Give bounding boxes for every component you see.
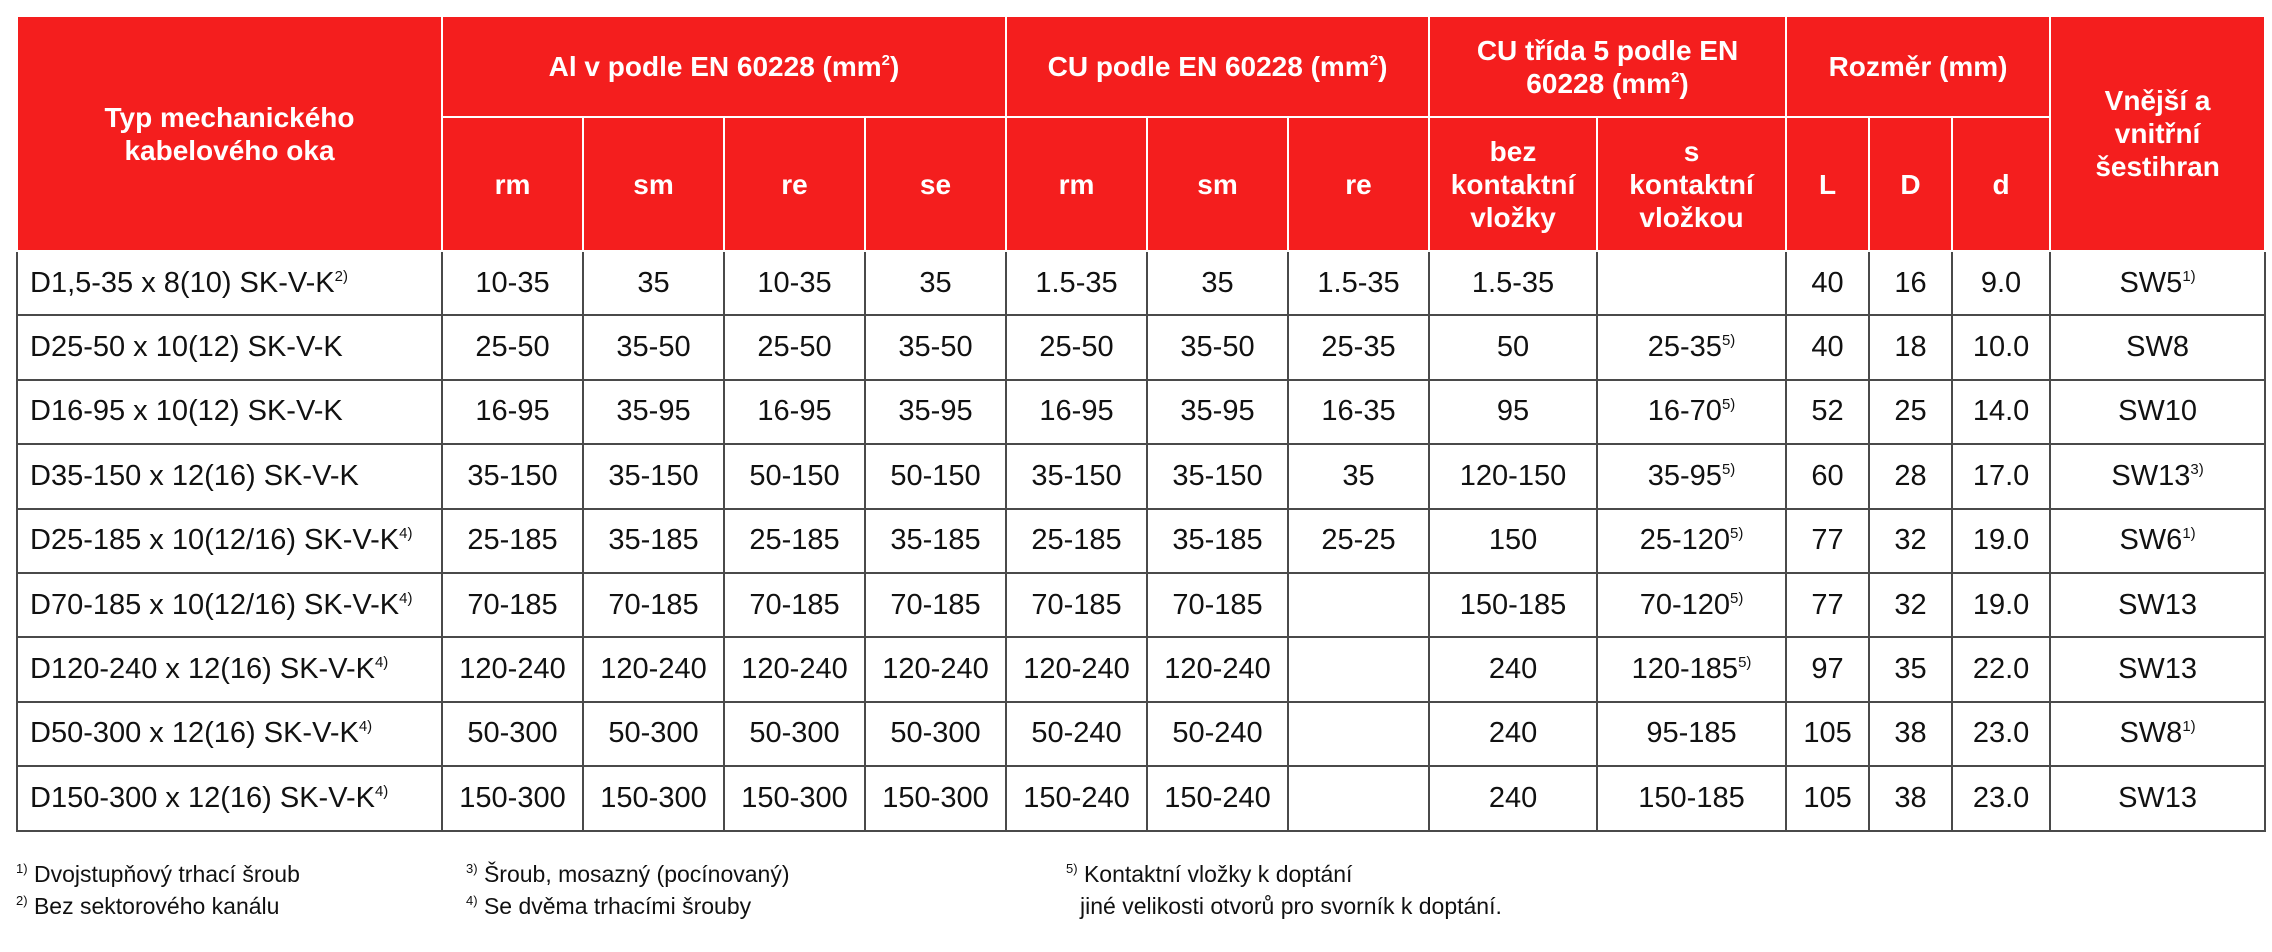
cell-al-sm: 35 xyxy=(583,251,724,315)
cell-size-L: 52 xyxy=(1786,380,1869,444)
cell-lug-type: D25-185 x 10(12/16) $SK-V-K^{4)}$ xyxy=(17,509,442,573)
table-row xyxy=(17,315,2265,379)
table-body xyxy=(17,251,2265,831)
cell-cu5-without-insert: 50 xyxy=(1429,315,1597,379)
table-row xyxy=(17,509,2265,573)
cell-hex: SW8$^{1)}$ xyxy=(2050,702,2265,766)
cell-al-rm: 70-185 xyxy=(442,573,583,637)
cell-al-re: 25-50 xyxy=(724,315,865,379)
cell-size-D: 25 xyxy=(1869,380,1952,444)
header-hex: Vnější a vnitřní šestihran xyxy=(2050,16,2265,251)
cell-al-sm: 70-185 xyxy=(583,573,724,637)
cell-size-d: 17.0 xyxy=(1952,444,2050,508)
cell-cu-rm: 25-185 xyxy=(1006,509,1147,573)
cell-size-d: 19.0 xyxy=(1952,573,2050,637)
cell-al-sm: 120-240 xyxy=(583,637,724,701)
cell-hex: SW6$^{1)}$ xyxy=(2050,509,2265,573)
table-row xyxy=(17,637,2265,701)
footnotes-column-2 xyxy=(466,858,790,922)
cable-lug-table-container xyxy=(16,15,2263,832)
cell-hex: SW8 xyxy=(2050,315,2265,379)
cell-al-re: 10-35 xyxy=(724,251,865,315)
cell-al-rm: 150-300 xyxy=(442,766,583,830)
cell-size-D: 38 xyxy=(1869,766,1952,830)
cell-cu-rm: 70-185 xyxy=(1006,573,1147,637)
header-size-L: L xyxy=(1786,117,1869,251)
header-size-D: D xyxy=(1869,117,1952,251)
cell-cu-sm: 35-95 xyxy=(1147,380,1288,444)
cell-al-sm: 50-300 xyxy=(583,702,724,766)
cell-cu5-with-insert: 35-95$^{5)}$ xyxy=(1597,444,1786,508)
cell-al-sm: 150-300 xyxy=(583,766,724,830)
cable-lug-table xyxy=(16,15,2266,832)
cell-al-se: 35 xyxy=(865,251,1006,315)
cell-cu5-with-insert: 150-185 xyxy=(1597,766,1786,830)
cell-cu-sm: 70-185 xyxy=(1147,573,1288,637)
footnotes xyxy=(16,858,2256,928)
cell-cu-re xyxy=(1288,702,1429,766)
cell-cu-sm: 35-150 xyxy=(1147,444,1288,508)
cell-size-L: 97 xyxy=(1786,637,1869,701)
cell-al-rm: 35-150 xyxy=(442,444,583,508)
cell-al-re: 70-185 xyxy=(724,573,865,637)
cell-cu5-with-insert: 120-185$^{5)}$ xyxy=(1597,637,1786,701)
cell-al-sm: 35-185 xyxy=(583,509,724,573)
header-cu5-without-insert: bez kontaktní vložky xyxy=(1429,117,1597,251)
cell-size-L: 77 xyxy=(1786,573,1869,637)
header-group-cu: CU podle EN 60228 $(mm^2)$ xyxy=(1006,16,1429,117)
cell-cu5-with-insert: 16-70$^{5)}$ xyxy=(1597,380,1786,444)
cell-al-rm: 25-50 xyxy=(442,315,583,379)
header-group-cu-class5: CU třída 5 podle EN 60228 $(mm^2)$ xyxy=(1429,16,1786,117)
cell-al-rm: 50-300 xyxy=(442,702,583,766)
cell-size-d: 14.0 xyxy=(1952,380,2050,444)
cell-size-L: 40 xyxy=(1786,315,1869,379)
cell-cu-rm: 16-95 xyxy=(1006,380,1147,444)
cell-cu-rm: 35-150 xyxy=(1006,444,1147,508)
header-cu-sm: sm xyxy=(1147,117,1288,251)
table-row xyxy=(17,766,2265,830)
cell-al-rm: 10-35 xyxy=(442,251,583,315)
footnote-2: $^{2)}$ Bez sektorového kanálu xyxy=(16,893,280,919)
cell-cu-re: 35 xyxy=(1288,444,1429,508)
cell-al-rm: 120-240 xyxy=(442,637,583,701)
footnotes-column-3 xyxy=(1066,858,1502,922)
cell-lug-type: D70-185 x 10(12/16) $SK-V-K^{4)}$ xyxy=(17,573,442,637)
cell-cu-rm: 1.5-35 xyxy=(1006,251,1147,315)
cell-size-L: 105 xyxy=(1786,702,1869,766)
cell-cu5-without-insert: 240 xyxy=(1429,702,1597,766)
cell-lug-type: D150-300 x 12(16) $SK-V-K^{4)}$ xyxy=(17,766,442,830)
cell-lug-type: D1,5-35 x 8(10) $SK-V-K^{2)}$ xyxy=(17,251,442,315)
cell-cu-re xyxy=(1288,573,1429,637)
cell-cu5-without-insert: 150-185 xyxy=(1429,573,1597,637)
table-header xyxy=(17,16,2265,251)
cell-hex: SW13 xyxy=(2050,573,2265,637)
header-al-sm: sm xyxy=(583,117,724,251)
cell-cu5-without-insert: 95 xyxy=(1429,380,1597,444)
cell-lug-type: D120-240 x 12(16) $SK-V-K^{4)}$ xyxy=(17,637,442,701)
cell-size-d: 23.0 xyxy=(1952,702,2050,766)
cell-lug-type: D25-50 x 10(12) SK-V-K xyxy=(17,315,442,379)
cell-lug-type: D50-300 x 12(16) $SK-V-K^{4)}$ xyxy=(17,702,442,766)
cell-size-d: 23.0 xyxy=(1952,766,2050,830)
cell-hex: SW13 xyxy=(2050,637,2265,701)
header-cu5-with-insert: s kontaktní vložkou xyxy=(1597,117,1786,251)
footnotes-column-1 xyxy=(16,858,300,922)
cell-size-D: 18 xyxy=(1869,315,1952,379)
cell-al-re: 50-300 xyxy=(724,702,865,766)
cell-cu-sm: 50-240 xyxy=(1147,702,1288,766)
cell-cu-rm: 150-240 xyxy=(1006,766,1147,830)
cell-al-se: 150-300 xyxy=(865,766,1006,830)
cell-cu5-without-insert: 240 xyxy=(1429,637,1597,701)
cell-al-se: 35-95 xyxy=(865,380,1006,444)
cell-cu-re: 25-25 xyxy=(1288,509,1429,573)
cell-size-D: 38 xyxy=(1869,702,1952,766)
cell-size-L: 77 xyxy=(1786,509,1869,573)
cell-al-sm: 35-95 xyxy=(583,380,724,444)
table-row xyxy=(17,702,2265,766)
cell-al-rm: 25-185 xyxy=(442,509,583,573)
cell-cu-re xyxy=(1288,766,1429,830)
cell-al-re: 150-300 xyxy=(724,766,865,830)
cell-cu-rm: 120-240 xyxy=(1006,637,1147,701)
cell-cu5-with-insert: 25-120$^{5)}$ xyxy=(1597,509,1786,573)
cell-cu5-without-insert: 150 xyxy=(1429,509,1597,573)
header-cu-rm: rm xyxy=(1006,117,1147,251)
cell-al-re: 50-150 xyxy=(724,444,865,508)
cell-size-D: 28 xyxy=(1869,444,1952,508)
header-group-size: Rozměr (mm) xyxy=(1786,16,2050,117)
footnote-3: $^{3)}$ Šroub, mosazný (pocínovaný) xyxy=(466,861,790,887)
cell-cu5-with-insert: 70-120$^{5)}$ xyxy=(1597,573,1786,637)
cell-al-se: 50-150 xyxy=(865,444,1006,508)
cell-al-sm: 35-50 xyxy=(583,315,724,379)
cell-al-re: 25-185 xyxy=(724,509,865,573)
header-al-rm: rm xyxy=(442,117,583,251)
cell-size-d: 19.0 xyxy=(1952,509,2050,573)
cell-size-L: 60 xyxy=(1786,444,1869,508)
cell-cu-re xyxy=(1288,637,1429,701)
cell-cu-sm: 35-50 xyxy=(1147,315,1288,379)
cell-cu-re: 1.5-35 xyxy=(1288,251,1429,315)
table-row xyxy=(17,380,2265,444)
cell-al-re: 120-240 xyxy=(724,637,865,701)
cell-cu-sm: 35 xyxy=(1147,251,1288,315)
header-cu-re: re xyxy=(1288,117,1429,251)
cell-hex: SW5$^{1)}$ xyxy=(2050,251,2265,315)
cell-hex: SW10 xyxy=(2050,380,2265,444)
header-group-al: Al v podle EN 60228 $(mm^2)$ xyxy=(442,16,1006,117)
header-type: Typ mechanického kabelového oka xyxy=(17,16,442,251)
cell-cu5-with-insert xyxy=(1597,251,1786,315)
cell-cu-rm: 25-50 xyxy=(1006,315,1147,379)
cell-lug-type: D16-95 x 10(12) SK-V-K xyxy=(17,380,442,444)
cell-size-D: 32 xyxy=(1869,509,1952,573)
cell-al-se: 35-185 xyxy=(865,509,1006,573)
cell-hex: SW13 xyxy=(2050,766,2265,830)
footnote-5-continued: jiné velikosti otvorů pro svorník k doptání. xyxy=(1080,893,1502,919)
footnote-4: $^{4)}$ Se dvěma trhacími šrouby xyxy=(466,893,752,919)
header-al-re: re xyxy=(724,117,865,251)
cell-cu-re: 25-35 xyxy=(1288,315,1429,379)
cell-cu5-without-insert: 1.5-35 xyxy=(1429,251,1597,315)
cell-size-d: 9.0 xyxy=(1952,251,2050,315)
cell-cu-sm: 35-185 xyxy=(1147,509,1288,573)
header-size-d: d xyxy=(1952,117,2050,251)
cell-size-d: 22.0 xyxy=(1952,637,2050,701)
cell-al-se: 35-50 xyxy=(865,315,1006,379)
cell-lug-type: D35-150 x 12(16) SK-V-K xyxy=(17,444,442,508)
table-row xyxy=(17,573,2265,637)
cell-cu-rm: 50-240 xyxy=(1006,702,1147,766)
cell-cu-re: 16-35 xyxy=(1288,380,1429,444)
header-al-se: se xyxy=(865,117,1006,251)
cell-size-d: 10.0 xyxy=(1952,315,2050,379)
cell-size-L: 105 xyxy=(1786,766,1869,830)
cell-size-D: 16 xyxy=(1869,251,1952,315)
cell-cu5-with-insert: 25-35$^{5)}$ xyxy=(1597,315,1786,379)
cell-size-D: 32 xyxy=(1869,573,1952,637)
cell-al-se: 70-185 xyxy=(865,573,1006,637)
cell-cu5-without-insert: 120-150 xyxy=(1429,444,1597,508)
cell-cu5-without-insert: 240 xyxy=(1429,766,1597,830)
cell-size-L: 40 xyxy=(1786,251,1869,315)
cell-cu-sm: 150-240 xyxy=(1147,766,1288,830)
cell-size-D: 35 xyxy=(1869,637,1952,701)
cell-al-se: 120-240 xyxy=(865,637,1006,701)
cell-al-sm: 35-150 xyxy=(583,444,724,508)
cell-hex: SW13$^{3)}$ xyxy=(2050,444,2265,508)
cell-al-rm: 16-95 xyxy=(442,380,583,444)
cell-al-re: 16-95 xyxy=(724,380,865,444)
cell-cu5-with-insert: 95-185 xyxy=(1597,702,1786,766)
cell-al-se: 50-300 xyxy=(865,702,1006,766)
table-row xyxy=(17,444,2265,508)
cell-cu-sm: 120-240 xyxy=(1147,637,1288,701)
footnote-5: $^{5)}$ Kontaktní vložky k doptání xyxy=(1066,861,1353,887)
footnote-1: $^{1)}$ Dvojstupňový trhací šroub xyxy=(16,861,300,887)
table-row xyxy=(17,251,2265,315)
